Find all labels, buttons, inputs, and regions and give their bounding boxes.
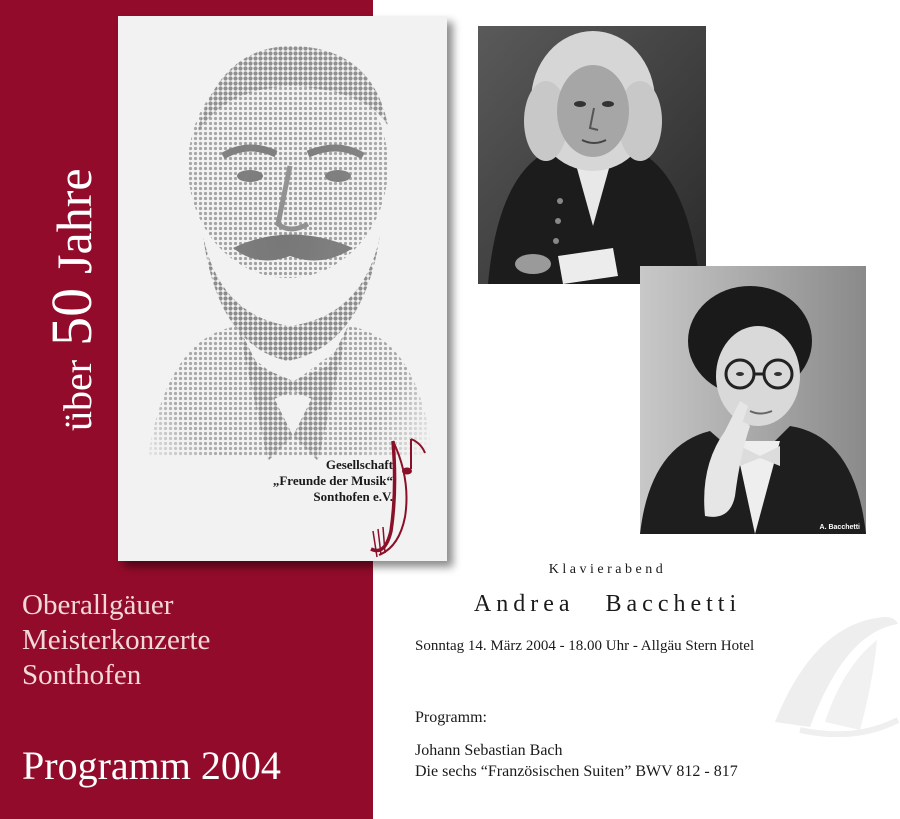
anniversary-number: 50 [39, 287, 104, 346]
event-details: Sonntag 14. März 2004 - 18.00 Uhr - Allgäu Stern Hotel [415, 638, 755, 654]
bacchetti-portrait-illustration [640, 266, 866, 534]
harp-watermark-icon [765, 612, 900, 737]
bach-portrait-illustration [478, 26, 706, 284]
society-line: „Freunde der Musik“ [272, 473, 393, 488]
bach-portrait-photo [478, 26, 706, 284]
program-work: Die sechs “Französischen Suiten” BWV 812 - 817 [415, 763, 738, 780]
program-label: Programm: [415, 709, 487, 726]
bacchetti-portrait-photo [640, 266, 866, 534]
society-line: Sonthofen e.V. [313, 489, 393, 504]
series-line: Oberallgäuer [22, 589, 174, 621]
society-line: Gesellschaft [325, 457, 393, 472]
event-type: Klavierabend [548, 562, 667, 577]
bacchetti-caption: A. Bacchetti [819, 524, 860, 531]
composer-portrait-card [118, 16, 447, 561]
program-composer: Johann Sebastian Bach [415, 742, 563, 759]
concert-series-title [22, 588, 210, 693]
series-line: Meisterkonzerte [22, 624, 211, 656]
program-year-title: Programm 2004 [22, 743, 281, 788]
music-note-logo-icon [363, 431, 443, 561]
series-line: Sonthofen [22, 659, 142, 691]
artist-name: Andrea Bacchetti [473, 591, 742, 617]
anniversary-post: Jahre [46, 168, 102, 274]
anniversary-pre: über [55, 359, 100, 431]
program-block [415, 707, 738, 782]
anniversary-title [38, 168, 105, 431]
